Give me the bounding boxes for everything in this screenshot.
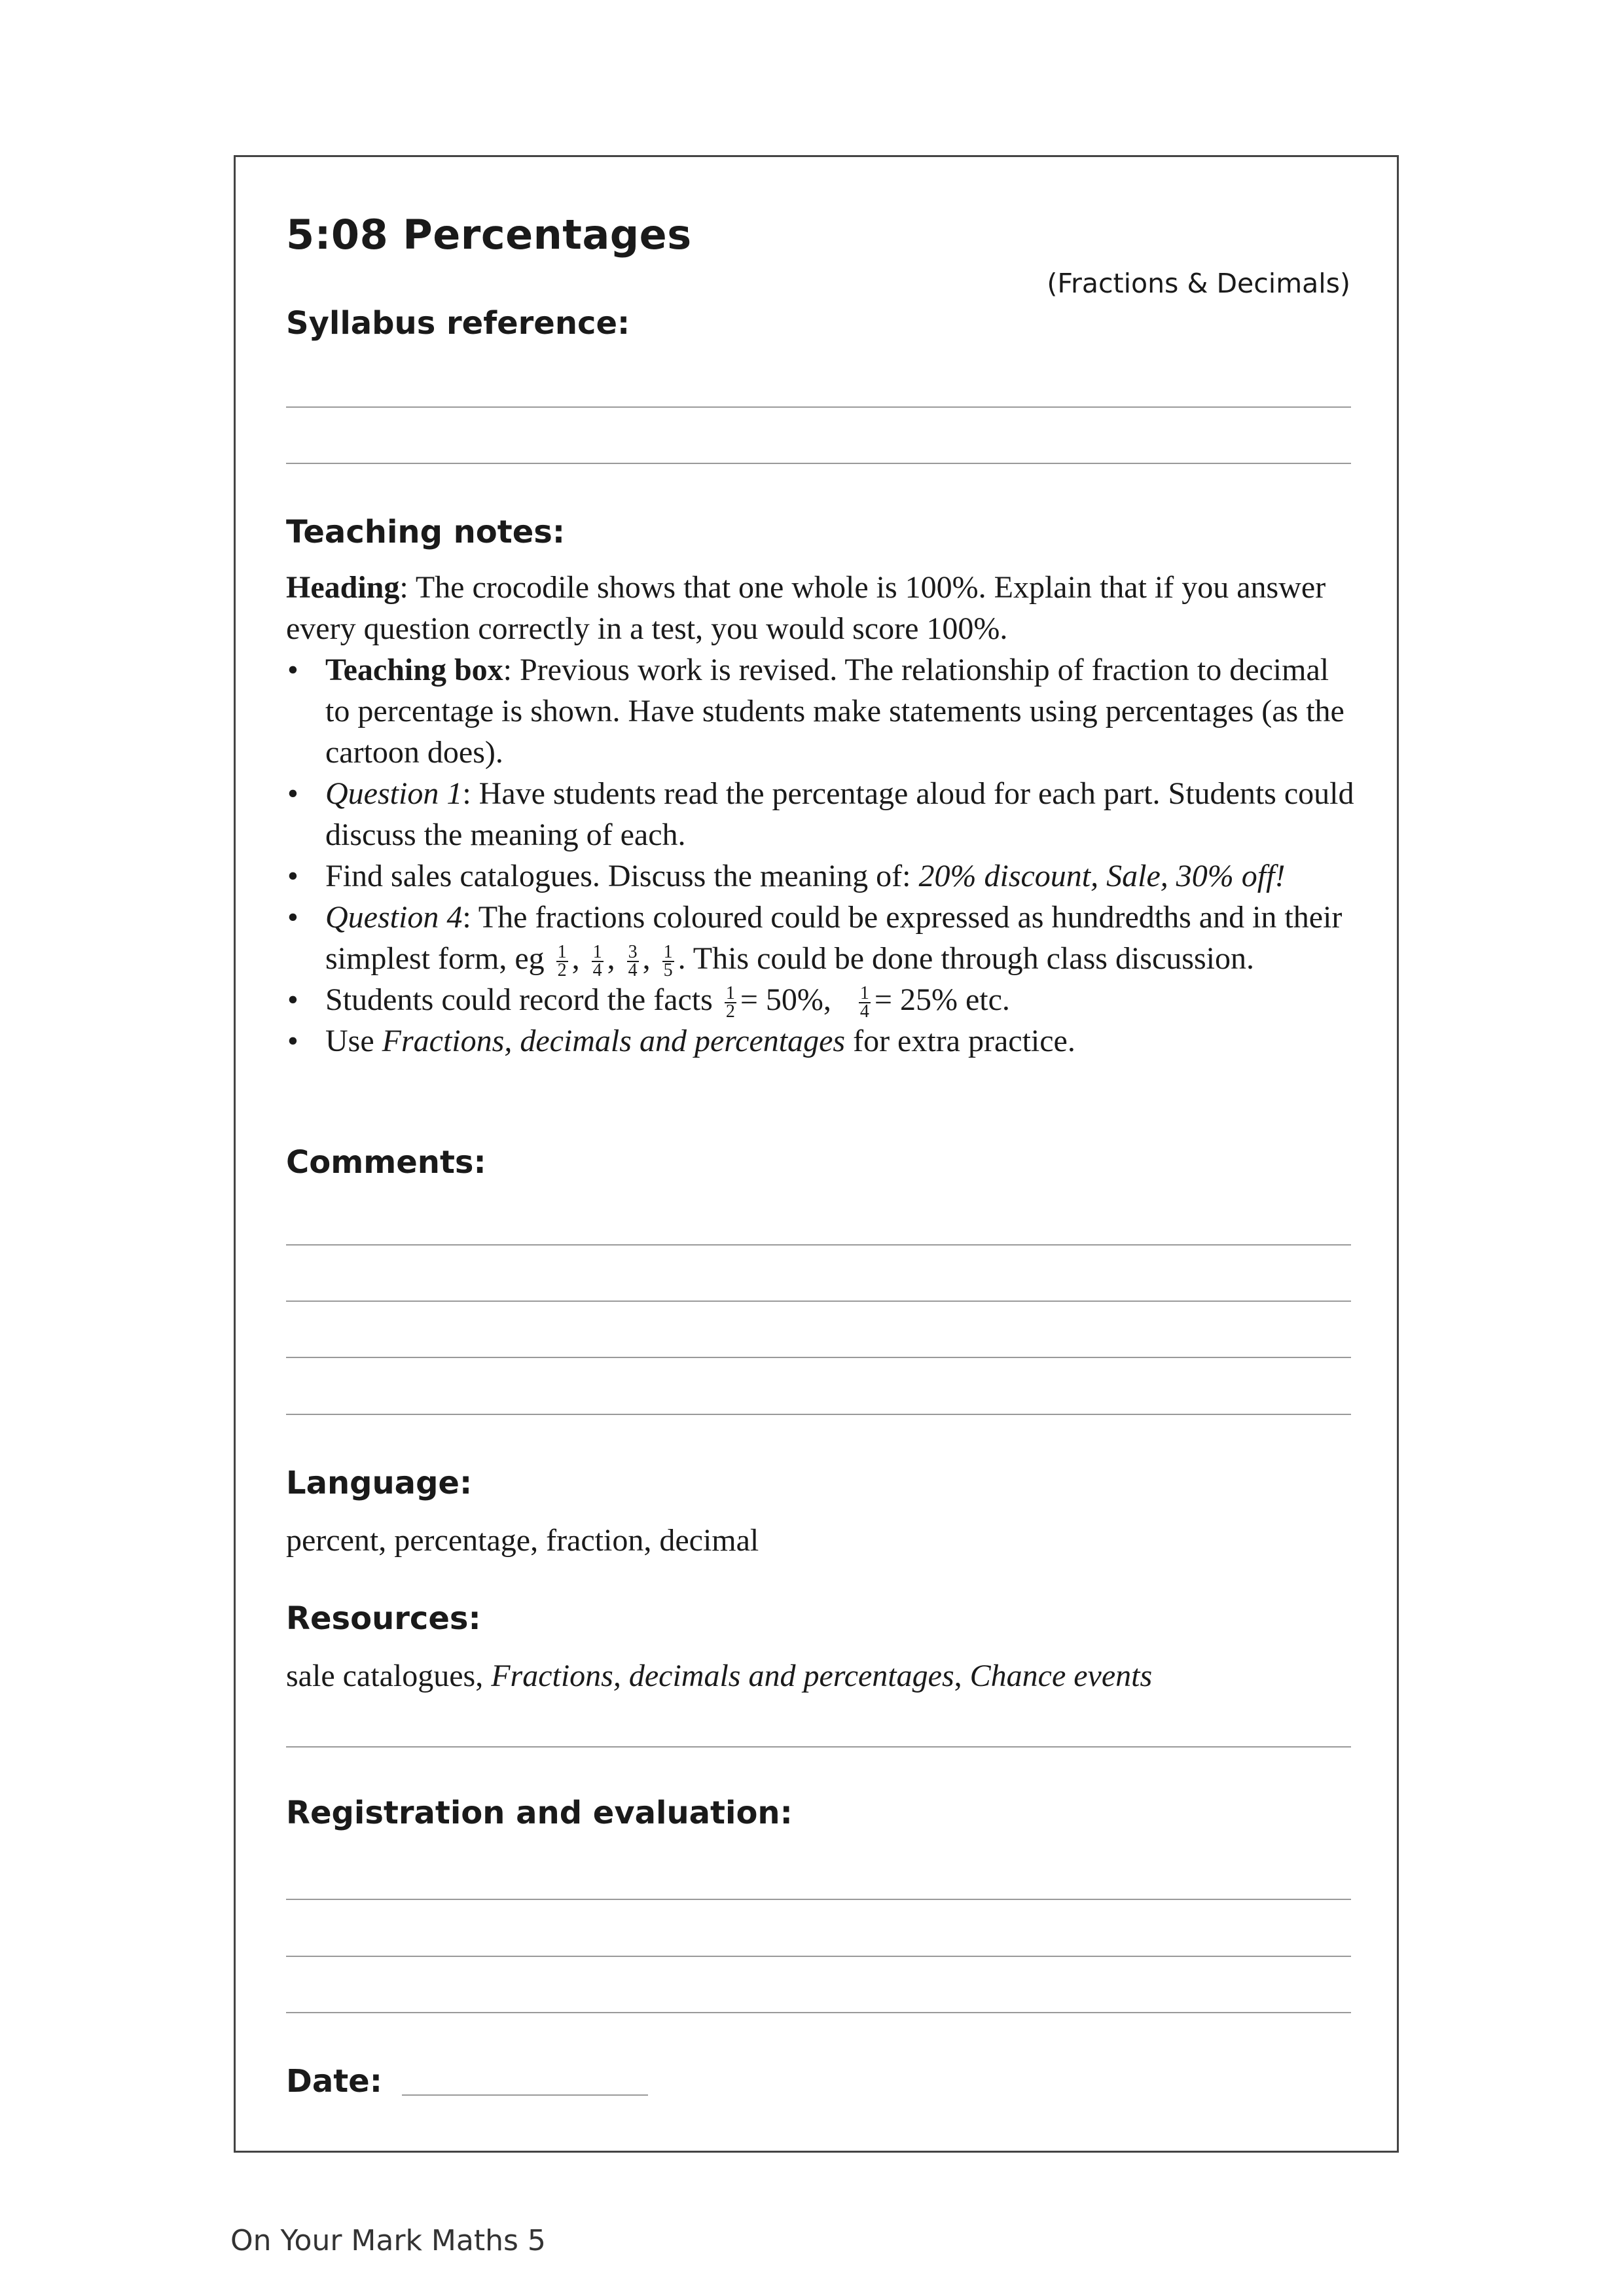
resources-plain: sale catalogues,: [286, 1659, 492, 1693]
catalogue-text: Find sales catalogues. Discuss the meaning of:: [325, 859, 919, 893]
syllabus-heading: Syllabus reference:: [286, 305, 630, 342]
fraction: [859, 982, 871, 1022]
fraction-numerator: 3: [628, 941, 638, 962]
list-item: [286, 1020, 1360, 1062]
notes-intro-text: : The crocodile shows that one whole is 100%. Explain that if you answer every question correctly in a test, you would score 100%.: [286, 570, 1326, 646]
comments-line-3[interactable]: [286, 1357, 1351, 1358]
fraction-denominator: 2: [725, 1001, 735, 1022]
language-text: percent, percentage, fraction, decimal: [286, 1523, 759, 1558]
comma: ,: [642, 941, 651, 976]
fact-half: = 50%,: [740, 982, 831, 1017]
date-label: Date:: [286, 2063, 382, 2100]
comma: ,: [607, 941, 615, 976]
question-1-label: Question 1: [325, 776, 463, 811]
question-4-text: : The fractions coloured could be expressed as hundredths and in their simplest form, eg: [325, 900, 1343, 976]
list-item: [286, 855, 1360, 897]
fraction-numerator: 1: [859, 982, 869, 1003]
resource-title-fractions: Fractions, decimals and percentages: [491, 1659, 954, 1693]
fraction: [725, 982, 736, 1022]
fraction-numerator: 1: [663, 941, 673, 962]
fraction-denominator: 4: [592, 960, 602, 980]
list-item: [286, 773, 1360, 855]
notes-list: [286, 649, 1360, 1062]
comma: ,: [571, 941, 580, 976]
list-item: [286, 649, 1360, 773]
question-1-text: : Have students read the percentage aloud for each part. Students could discuss the meaning of each.: [325, 776, 1354, 852]
resources-text: [286, 1655, 1152, 1696]
practice-resource: Fractions, decimals and percentages: [382, 1024, 846, 1058]
fraction: [556, 941, 568, 980]
list-item: [286, 979, 1360, 1020]
facts-text: Students could record the facts: [325, 982, 713, 1017]
bullet: •: [287, 900, 298, 935]
syllabus-line-2[interactable]: [286, 463, 1351, 464]
date-field-line[interactable]: [402, 2094, 648, 2096]
fraction-denominator: 4: [628, 960, 638, 980]
comments-line-1[interactable]: [286, 1244, 1351, 1246]
bullet: •: [287, 982, 298, 1017]
registration-line-2[interactable]: [286, 1956, 1351, 1957]
page-footer: On Your Mark Maths 5: [230, 2224, 546, 2257]
fraction-denominator: 4: [859, 1001, 869, 1022]
registration-line-1[interactable]: [286, 1899, 1351, 1900]
resources-heading: Resources:: [286, 1600, 481, 1637]
notes-intro-label: Heading: [286, 570, 400, 605]
fraction-numerator: 1: [557, 941, 567, 962]
teaching-notes-body: [286, 567, 1360, 1062]
comments-line-4[interactable]: [286, 1414, 1351, 1415]
resources-separator: ,: [954, 1659, 970, 1693]
teaching-box-label: Teaching box: [325, 653, 503, 687]
fraction: [627, 941, 639, 980]
fraction-denominator: 2: [557, 960, 567, 980]
comments-line-2[interactable]: [286, 1300, 1351, 1302]
page-title: 5:08 Percentages: [286, 211, 692, 259]
catalogue-examples: 20% discount, Sale, 30% off!: [918, 859, 1286, 893]
page-subtitle: (Fractions & Decimals): [1047, 268, 1350, 299]
practice-text-end: for extra practice.: [845, 1024, 1075, 1058]
fraction: [592, 941, 604, 980]
fraction: [662, 941, 674, 980]
resources-line[interactable]: [286, 1746, 1351, 1748]
question-4-label: Question 4: [325, 900, 463, 935]
registration-heading: Registration and evaluation:: [286, 1795, 793, 1831]
bullet: •: [287, 776, 298, 811]
fraction-numerator: 1: [592, 941, 602, 962]
list-item: [286, 897, 1360, 979]
bullet: •: [287, 1024, 298, 1058]
comments-heading: Comments:: [286, 1144, 486, 1181]
question-4-text-end: . This could be done through class discussion.: [677, 941, 1254, 976]
practice-text: Use: [325, 1024, 382, 1058]
fraction-numerator: 1: [725, 982, 735, 1003]
syllabus-line-1[interactable]: [286, 406, 1351, 408]
fact-quarter: = 25% etc.: [874, 982, 1010, 1017]
resource-title-chance: Chance events: [969, 1659, 1153, 1693]
notes-intro: [286, 567, 1360, 649]
teaching-notes-heading: Teaching notes:: [286, 514, 566, 550]
registration-line-3[interactable]: [286, 2012, 1351, 2013]
bullet: •: [287, 859, 298, 893]
language-heading: Language:: [286, 1465, 473, 1501]
fraction-denominator: 5: [663, 960, 673, 980]
teaching-box-text: : Previous work is revised. The relationship of fraction to decimal to percentage is shown. Have students make statements using percentages (as the cartoon does).: [325, 653, 1344, 770]
bullet: •: [287, 653, 298, 687]
